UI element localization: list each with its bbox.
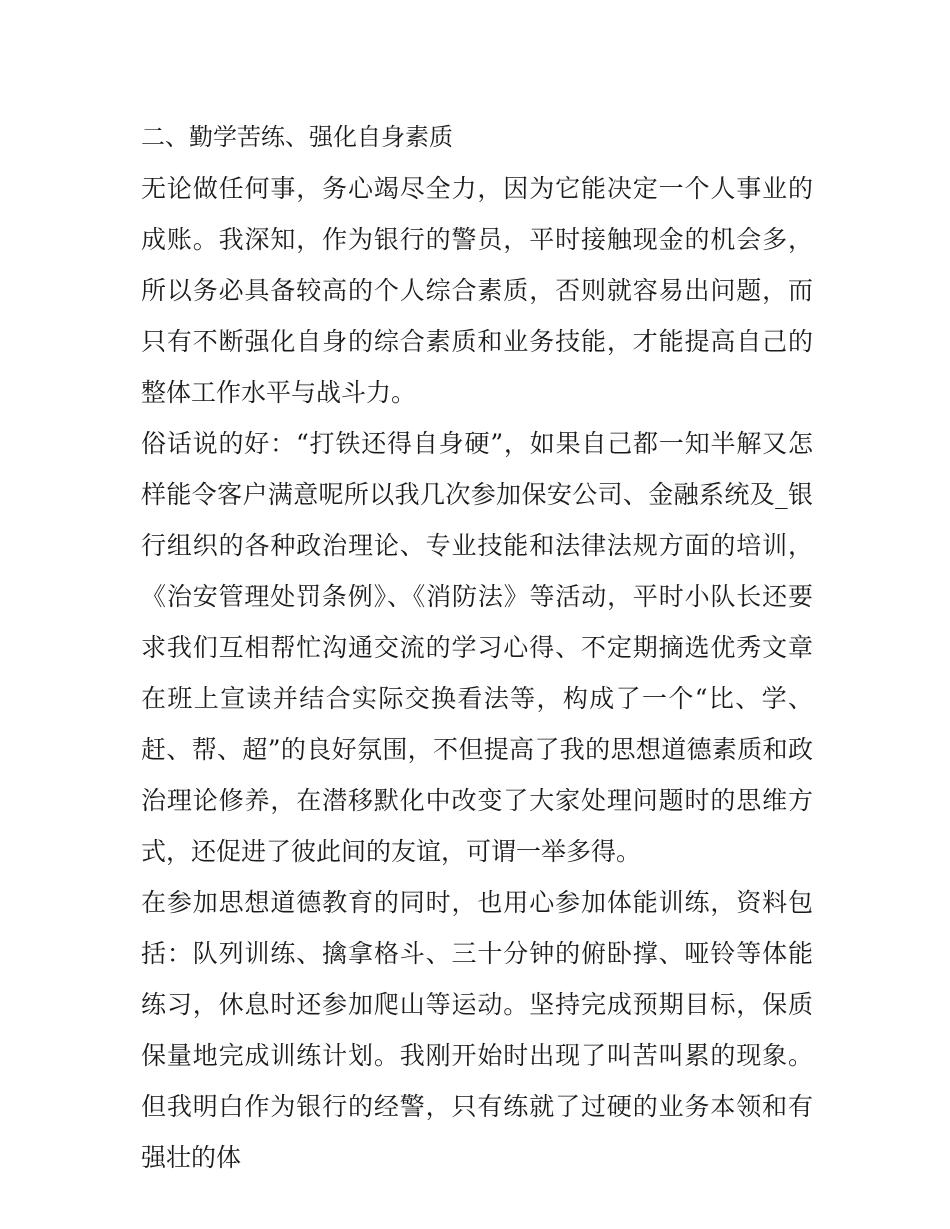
section-heading: 二、勤学苦练、强化自身素质 bbox=[141, 123, 453, 151]
document-body bbox=[141, 112, 813, 1183]
paragraph-2: 俗话说的好：“打铁还得自身硬”，如果自己都一知半解又怎样能令客户满意呢所以我几次参加保安公司、金融系统及_银行组织的各种政治理论、专业技能和法律法规方面的培训，《治安管理处罚条例》、《消防法》等活动，平时小队长还要求我们互相帮忙沟通交流的学习心得、不定期摘选优秀文章在班上宣读并结合实际交换看法等，构成了一个“比、学、赶、帮、超”的良好氛围，不但提高了我的思想道德素质和政治理论修养，在潜移默化中改变了大家处理问题时的思维方式，还促进了彼此间的友谊，可谓一举多得。 bbox=[141, 429, 813, 866]
paragraph-1: 无论做任何事，务心竭尽全力，因为它能决定一个人事业的成账。我深知，作为银行的警员，平时接触现金的机会多，所以务必具备较高的个人综合素质，否则就容易出问题，而只有不断强化自身的综合素质和业务技能，才能提高自己的整体工作水平与战斗力。 bbox=[141, 174, 813, 407]
paragraph-3: 在参加思想道德教育的同时，也用心参加体能训练，资料包括：队列训练、擒拿格斗、三十分钟的俯卧撑、哑铃等体能练习，休息时还参加爬山等运动。坚持完成预期目标，保质保量地完成训练计划。我刚开始时出现了叫苦叫累的现象。但我明白作为银行的经警，只有练就了过硬的业务本领和有强壮的体 bbox=[141, 888, 813, 1172]
